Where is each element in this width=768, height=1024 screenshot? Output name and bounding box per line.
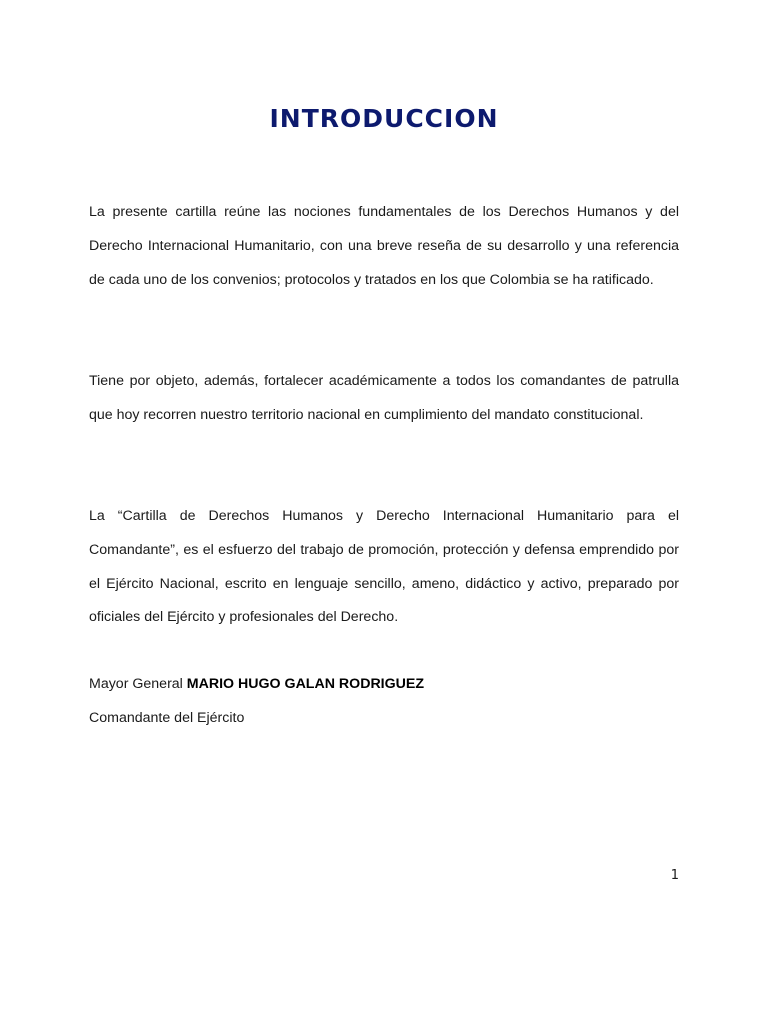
page-number: 1 [670,868,679,883]
page-title: INTRODUCCION [269,104,499,133]
paragraph-1: La presente cartilla reúne las nociones fundamentales de los Derechos Humanos y del Derecho Internacional Humanitario, con una breve reseña de su desarrollo y una referencia de cada uno de los convenios; protocolos y tratados en los que Colombia se ha ratificado. [89,204,679,288]
signature-block [89,668,679,736]
signature-name: MARIO HUGO GALAN RODRIGUEZ [186,676,425,692]
signature-line [89,668,679,702]
paragraph-2: Tiene por objeto, además, fortalecer académicamente a todos los comandantes de patrulla que hoy recorren nuestro territorio nacional en cumplimiento del mandato constitucional. [89,373,679,423]
signature-rank: Mayor General [89,676,183,692]
paragraph-3: La “Cartilla de Derechos Humanos y Derecho Internacional Humanitario para el Comandante”, es el esfuerzo del trabajo de promoción, protección y defensa emprendido por el Ejército Nacional, escrito en lenguaje sencillo, ameno, didáctico y activo, preparado por oficiales del Ejército y profesionales del Derecho. [89,508,679,626]
signature-position: Comandante del Ejército [89,709,245,726]
